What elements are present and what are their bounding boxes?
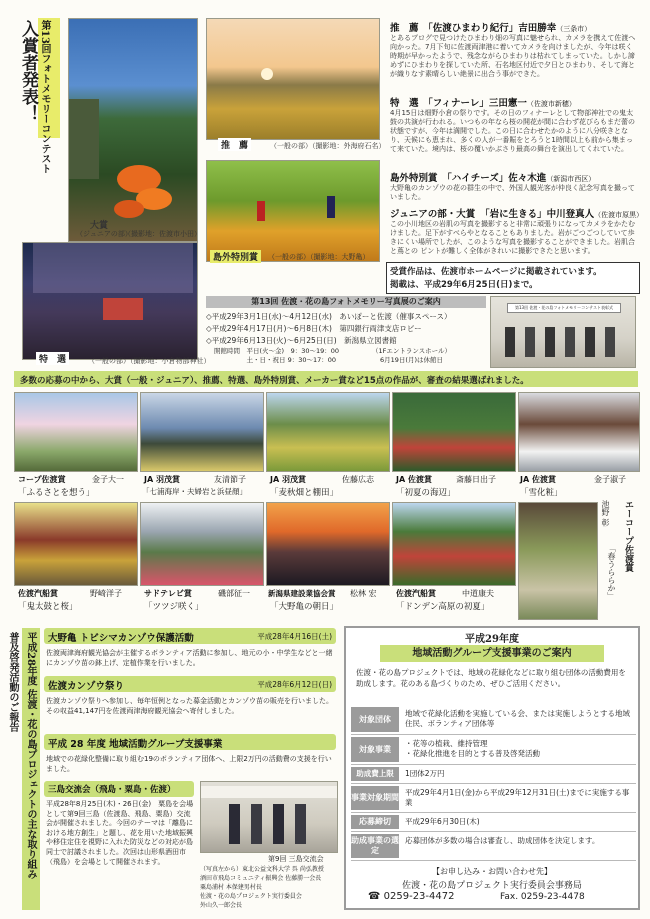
exhibit-item-3: ◇平成29年6月13日(火)〜6月25日(日) 新潟県立図書館 <box>206 336 397 345</box>
exchange-credit-3: 粟島浦村 本保建男村長 <box>200 884 262 891</box>
announce-line2: 掲載は、平成29年6月25日(日)まで。 <box>390 280 538 290</box>
taisho-sub: （ジュニアの部） <box>76 230 132 238</box>
tokuten-photo <box>22 242 198 360</box>
gallery-name-7: 磯部征一 <box>218 589 250 598</box>
ecoop-award: エーコープ佐渡賞 <box>623 500 633 572</box>
activity-2-header <box>44 676 336 692</box>
winner-togai-title: 島外特別賞 「ハイチーズ」佐々木進（新潟市西区） <box>390 173 596 184</box>
activity-4-header <box>44 781 194 797</box>
contest-title: 第13回フォトメモリーコンテスト <box>39 20 50 174</box>
activity-3-header <box>44 734 336 750</box>
gallery-title-3: 「麦秋畑と棚田」 <box>270 488 339 498</box>
gallery-title-1: 「ふるさとを想う」 <box>18 488 95 498</box>
contact-head: 【お申し込み・お問い合わせ先】 <box>432 867 552 876</box>
gallery-name-6: 野崎洋子 <box>90 589 122 598</box>
winner-junior-title: ジュニアの部・大賞 「岩に生きる」中川登真人（佐渡市原黒） <box>390 209 644 220</box>
contact-org: 佐渡・花の島プロジェクト実行委員会事務局 <box>402 881 582 891</box>
support-row-period <box>351 786 636 813</box>
exchange-photo <box>200 781 338 853</box>
support-row-value: 平成29年6月30日(木) <box>405 817 480 826</box>
gallery-title-9: 「ドンデン高原の初夏」 <box>396 602 490 612</box>
gallery-photo-10 <box>518 502 598 620</box>
winner-junior-text: この小川地区の岩肌の写真を撮影すると非常に頑張りになってカメラをかたむけました。足下がすべらやとなることもありました。岩がごつごつしていて歩きにくい場所でしたが、このような写真を撮影することができました。岩肌合と蔦との ピントが難しく全体がきれいに撮影できたと思います。 <box>390 220 635 255</box>
support-row-value: 応募団体が多数の場合は審査し、助成団体を決定します。 <box>405 836 600 845</box>
gallery-photo-4 <box>392 392 516 472</box>
gallery-title-4: 「初夏の海辺」 <box>396 488 456 498</box>
announce-line1: 受賞作品は、佐渡市ホームページに掲載されています。 <box>390 267 602 277</box>
sunflower-illustration <box>207 19 379 139</box>
exhibit-place-note: （1Fエントランスホール） <box>372 347 452 355</box>
gallery-name-1: 金子大一 <box>92 475 124 484</box>
winner-tokuten-text: 4月15日は畑野小倉の祭りです。その日のフィナーレとして物部神社での鬼太鼓の共演が行われる。いつもの年なら桜の開花が間に合わず花びらもまだ蕾の状態ですが、今年は満開でした。この日に合わせたかのように八分咲きとなり、天候にも恵まれ、多くの人が一番賑をとろうと1時間以上も前から集まって来ていた。境内は、桜の覆いかぶさり最高の舞台を演出してくれていた。 <box>390 109 635 153</box>
gallery-name-8: 松林 宏 <box>350 589 377 598</box>
exhibit-closed: 6月19日(月)は休館日 <box>380 356 443 364</box>
suisen-tag: 推 薦 <box>218 138 251 151</box>
ecoop-title: 「春うららか」 <box>607 544 616 600</box>
suisen-credit: （一般の部）（撮影地：外海府石名） <box>270 142 386 150</box>
report-subtitle: 普及啓発活動のご報告 <box>7 632 18 732</box>
togai-photo <box>206 160 380 262</box>
support-row-value: 1団体2万円 <box>405 769 445 778</box>
shrine-illustration <box>23 243 197 359</box>
support-row-key: 対象団体 <box>351 707 399 732</box>
activity-1-text: 佐渡両津海府観光協会が主催するボランティア活動に参加し、地元の小・中学生などと一緒にカンゾウ苗の鉢上げ、定植作業を行いました。 <box>46 649 333 667</box>
gallery-award-9: 佐渡汽船賞 <box>396 589 436 598</box>
support-row-limit <box>351 767 636 784</box>
exhibit-title: 第13回 佐渡・花の島フォトメモリー写真展のご案内 <box>206 296 486 308</box>
support-row-key: 対象事業 <box>351 737 399 762</box>
exchange-credit-2: 酒田市飛島コミュニティ振興会 佐藤勝一会長 <box>200 875 322 882</box>
winner-suisen-text: とあるブログで見つけたひまわり畑の写真に魅せられ、カメラを携えて佐渡へ向かった。7月下旬に佐渡両津港に着いてカメラを向けましたが、今年は咲く時期が早かったようで、残念ながらひまわりは枯れてしまっていた。しかし諦めずにひまわりを探していた所、石名地区付近で夕日とひまわり、そして海と が織りなす素晴らしい絶景に出合う事ができた。 <box>390 34 636 78</box>
contact-fax: Fax. 0259-23-4478 <box>500 892 585 902</box>
winner-togai-text: 大野亀のカンゾウの花の群生の中で、外国人観光客が仲良く記念写真を撮っていました。 <box>390 184 635 201</box>
activity-4-text: 平成28年8月25日(木)・26日(金) 粟島を会場として第9回三島（佐渡島、飛島、粟島）交流会が開催されました。今回のテーマは「離島における地方創生」と題し、花を用いた地域振興や移住定住を視野に入れた防災などの対応が島同士で討議されました。次回は山形県酒田市（飛島）を会場として開催されます。 <box>46 800 194 866</box>
tokuten-tag: 特 選 <box>36 352 69 365</box>
gallery-photo-6 <box>14 502 138 586</box>
gallery-title-2: 「七浦海岸・夫婦岩と浜昼顔」 <box>142 487 247 496</box>
support-row-selection <box>351 834 636 861</box>
activity-3-text: 地域での花緑化整備に取り組む19のボランティア団体へ、上限2万円の活動費の支援を行いました。 <box>46 755 332 773</box>
lily-illustration <box>69 19 197 241</box>
activity-1-name: 大野亀 トビシマカンゾウ保護活動 <box>48 633 194 644</box>
gallery-name-5: 金子淑子 <box>594 475 626 484</box>
gallery-photo-5 <box>518 392 640 472</box>
gallery-photo-3 <box>266 392 390 472</box>
activity-2-text: 佐渡カンゾウ祭りへ参加し、毎年恒例となった募金活動とカンゾウ苗の販売を行いました。その収益41,147円を佐渡両津海府観光協会へ寄付しました。 <box>46 697 333 715</box>
support-row-value: ・花等の植栽、維持管理 ・花緑化推進を目的とする普及啓発活動 <box>405 739 540 758</box>
support-row-value: 地域で花緑化活動を実施している会、または実施しようとする地域住民、ボランティア団体等 <box>405 709 630 728</box>
people-illustration <box>207 161 379 261</box>
gallery-name-4: 斎藤日出子 <box>456 475 496 484</box>
gallery-photo-2 <box>140 392 264 472</box>
taisho-label: 大賞 <box>90 221 109 231</box>
taisho-photo <box>68 18 198 242</box>
exhibit-hours-1: 開館時間 平日(火〜金) 9：30〜19：00 <box>214 347 340 355</box>
ecoop-name: 池野 彰 <box>601 500 610 527</box>
exhibit-item-2: ◇平成29年4月17日(月)〜6月8日(木) 第四銀行両津支店ロビー <box>206 324 422 333</box>
gallery-title-8: 「大野亀の朝日」 <box>270 602 339 612</box>
gallery-photo-7 <box>140 502 264 586</box>
gallery-photo-8 <box>266 502 390 586</box>
support-row-key: 助成費上限 <box>351 767 399 781</box>
tokuten-credit: （一般の部）（撮影地：小倉物部神社） <box>88 357 211 365</box>
contact-tel: ☎ 0259-23-4472 <box>368 891 455 902</box>
winner-suisen-title: 推 薦 「佐渡ひまわり紀行」吉田勝幸（三条市） <box>390 23 592 34</box>
ceremony-photo <box>490 296 636 368</box>
gallery-photo-1 <box>14 392 138 472</box>
exchange-credit-4: 佐渡・花の島プロジェクト実行委員会 <box>200 893 302 900</box>
support-row-target-project <box>351 737 636 765</box>
gallery-award-6: 佐渡汽船賞 <box>18 589 58 598</box>
exhibit-hours-2: 土・日・祝日 9：30〜17：00 <box>214 356 337 364</box>
gallery-award-5: JA 佐渡賞 <box>520 475 556 484</box>
support-row-target-group <box>351 707 636 735</box>
gallery-award-2: JA 羽茂賞 <box>144 475 180 484</box>
summary-text: 多数の応募の中から、大賞（一般・ジュニア）、推薦、特選、島外特別賞、メーカー賞など15点の作品が、審査の結果選ばれました。 <box>20 376 529 386</box>
activity-2-date: 平成28年6月12日(日) <box>257 680 332 689</box>
activity-2-name: 佐渡カンゾウ祭り <box>48 681 125 692</box>
support-intro: 佐渡・花の島プロジェクトでは、地域の花緑化などに取り組む団体の活動費用を助成します。花のある島づくりのため、ぜひご活用ください。 <box>356 668 626 688</box>
gallery-award-8: 新潟県建設業協会賞 <box>268 589 336 598</box>
speakers-illustration <box>201 782 337 852</box>
gallery-title-6: 「鬼太鼓と桜」 <box>18 602 78 612</box>
gallery-name-2: 友清節子 <box>214 475 246 484</box>
gallery-award-3: JA 羽茂賞 <box>270 475 306 484</box>
support-row-key: 応募締切 <box>351 815 399 829</box>
togai-credit: （一般の部）（撮影地：大野亀） <box>268 253 370 261</box>
support-row-key: 助成事業の選定 <box>351 834 399 858</box>
suisen-photo <box>206 18 380 140</box>
support-row-deadline <box>351 815 636 832</box>
gallery-name-9: 中道康夫 <box>462 589 494 598</box>
exhibit-item-1: ◇平成29年3月1日(水)〜4月12日(水) あいぽーと佐渡（催事スペース） <box>206 312 452 321</box>
support-year: 平成29年度 <box>465 634 519 645</box>
ceremony-banner: 第13回 佐渡・花の島フォトメモリーコンテスト表彰式 <box>507 303 621 313</box>
gallery-award-1: コープ佐渡賞 <box>18 475 66 484</box>
contest-subtitle: 入賞者発表！ <box>18 20 38 122</box>
gallery-name-3: 佐藤広志 <box>342 475 374 484</box>
support-title: 地域活動グループ支援事業のご案内 <box>380 645 604 662</box>
support-row-key: 事業対象期間 <box>351 786 399 810</box>
activity-4-name: 三島交流会（飛島・粟島・佐渡） <box>48 785 176 795</box>
taisho-credit: （撮影地：佐渡市小田） <box>124 230 201 238</box>
activity-1-date: 平成28年4月16日(土) <box>257 632 332 641</box>
activity-3-name: 平成 28 年度 地域活動グループ支援事業 <box>48 739 223 750</box>
togai-tag: 島外特別賞 <box>210 250 261 263</box>
gallery-photo-9 <box>392 502 516 586</box>
winner-tokuten-title: 特 選 「フィナーレ」三田憲一（佐渡市新穂） <box>390 98 576 109</box>
exchange-caption: 第9回 三島交流会 <box>268 855 324 863</box>
gallery-title-5: 「雪化粧」 <box>520 488 563 498</box>
gallery-award-7: サドテレビ賞 <box>144 589 192 598</box>
report-title: 平成28年度 佐渡・花の島プロジェクトの主な取り組み <box>25 632 36 880</box>
gallery-award-4: JA 佐渡賞 <box>396 475 432 484</box>
support-row-value: 平成29年4月1日(金)から平成29年12月31日(土)までに実施する事業 <box>405 788 630 807</box>
exchange-credit-5: 外山久一郎会長 <box>200 902 243 909</box>
activity-1-header <box>44 628 336 644</box>
gallery-title-7: 「ツツジ咲く」 <box>144 602 204 612</box>
exchange-credit-1: （写真左から）東北公益文科大学 呉 尚弘教授 <box>200 866 324 873</box>
